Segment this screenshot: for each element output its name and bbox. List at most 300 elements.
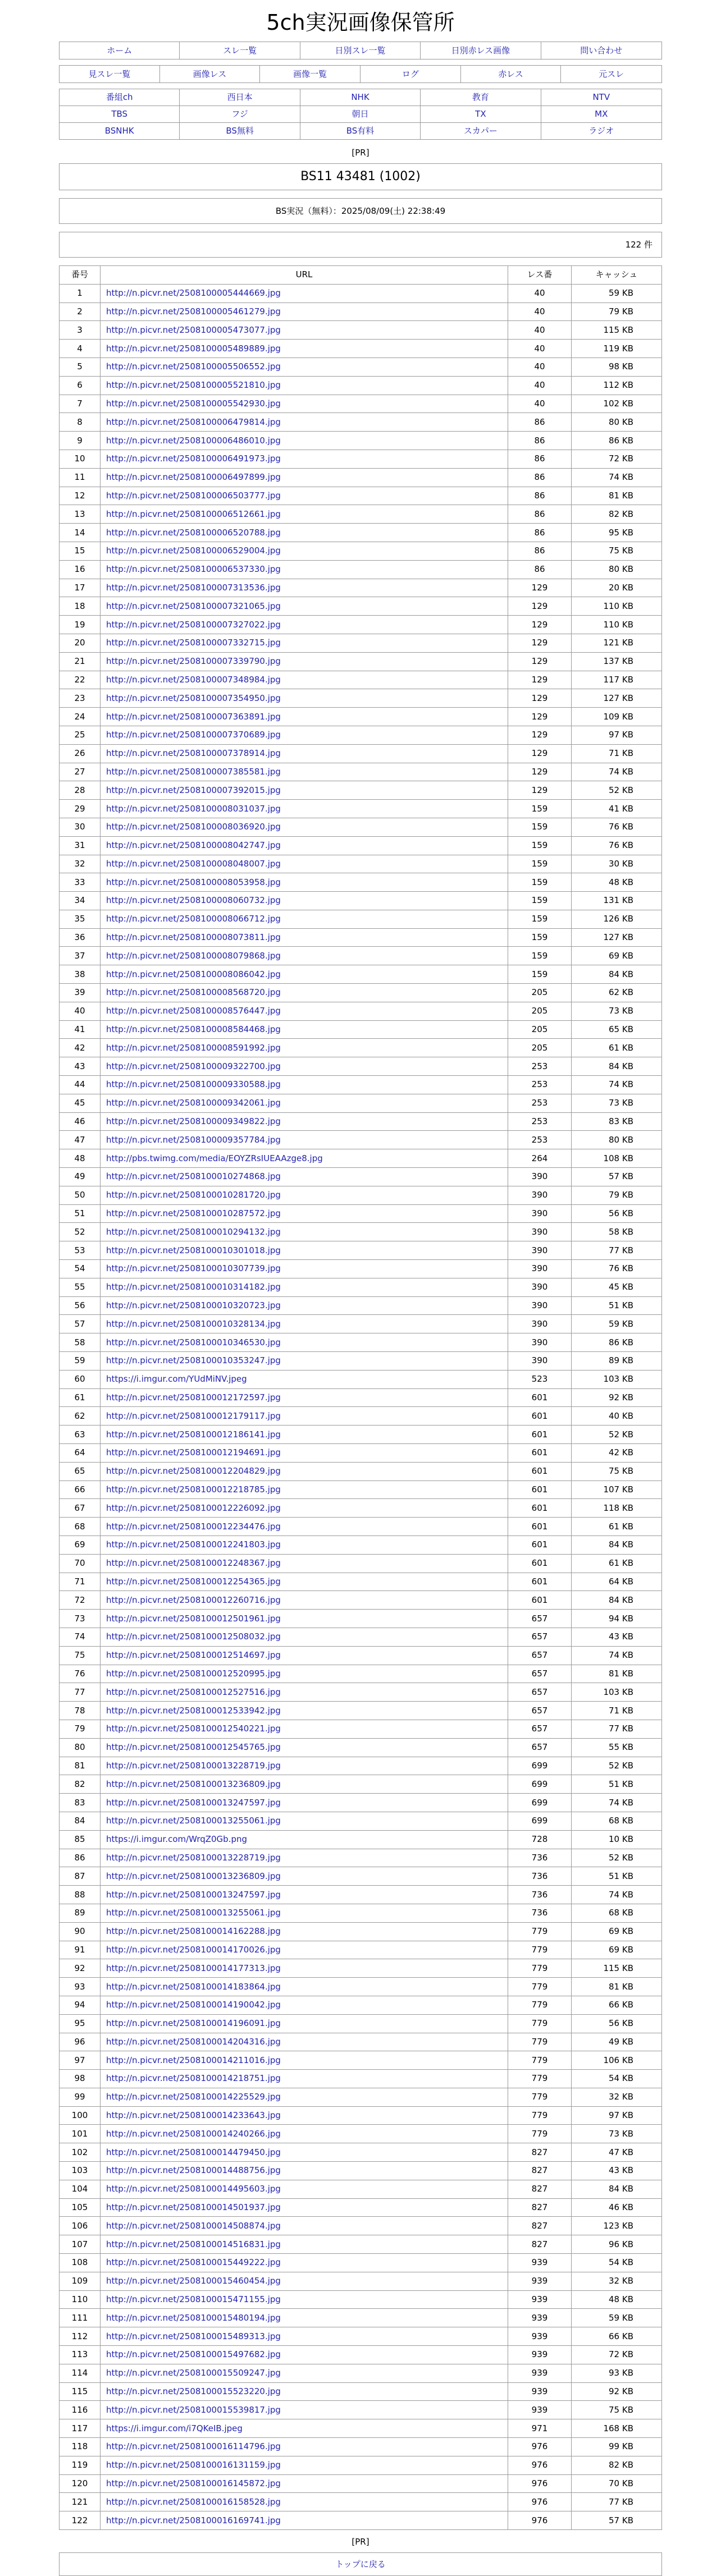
image-url-link[interactable]: http://n.picvr.net/2508100008086042.jpg (106, 969, 281, 979)
image-url-link[interactable]: http://n.picvr.net/2508100010274868.jpg (106, 1171, 281, 1182)
image-url-link[interactable]: http://n.picvr.net/2508100005461279.jpg (106, 306, 281, 317)
image-url-link[interactable]: http://n.picvr.net/2508100014162288.jpg (106, 1926, 281, 1937)
image-url-link[interactable]: http://n.picvr.net/2508100007363891.jpg (106, 711, 281, 722)
table-header-row (60, 266, 662, 285)
row-cache-size: 72 KB (572, 450, 662, 468)
row-number: 55 (60, 1278, 101, 1296)
image-url-link[interactable]: http://n.picvr.net/2508100008053958.jpg (106, 877, 281, 887)
image-url-link[interactable]: http://n.picvr.net/2508100009330588.jpg (106, 1079, 281, 1090)
row-res-number: 601 (508, 1462, 572, 1480)
table-row (60, 1904, 662, 1922)
image-url-link[interactable]: http://n.picvr.net/2508100015460454.jpg (106, 2276, 281, 2286)
image-url-link[interactable]: http://n.picvr.net/2508100012172597.jpg (106, 1392, 281, 1402)
row-url-cell (101, 1683, 508, 1702)
row-url-cell (101, 579, 508, 597)
row-res-number: 601 (508, 1518, 572, 1536)
image-url-link[interactable]: http://n.picvr.net/2508100008079868.jpg (106, 950, 281, 961)
image-url-link[interactable]: http://n.picvr.net/2508100005542930.jpg (106, 398, 281, 409)
row-url-cell (101, 284, 508, 302)
site-title: 5ch実況画像保管所 (266, 10, 455, 35)
row-number: 102 (60, 2143, 101, 2162)
channel-link[interactable]: NTV (541, 89, 661, 106)
row-res-number: 736 (508, 1849, 572, 1867)
row-cache-size: 115 KB (572, 1959, 662, 1978)
nav-red-res[interactable]: 赤レス (461, 66, 562, 82)
row-cache-size: 127 KB (572, 928, 662, 947)
table-row (60, 763, 662, 781)
image-url-link[interactable]: http://n.picvr.net/2508100012508032.jpg (106, 1631, 281, 1642)
image-url-link[interactable]: http://n.picvr.net/2508100012527516.jpg (106, 1686, 281, 1697)
nav-contact[interactable]: 問い合わせ (580, 45, 623, 56)
row-number: 116 (60, 2401, 101, 2419)
back-to-top-box (59, 2552, 662, 2576)
row-cache-size: 119 KB (572, 340, 662, 358)
row-number: 73 (60, 1610, 101, 1628)
row-url-cell (101, 910, 508, 928)
row-number: 110 (60, 2290, 101, 2309)
image-url-link[interactable]: http://n.picvr.net/2508100014218751.jpg (106, 2073, 281, 2084)
channel-link[interactable]: 西日本 (180, 89, 300, 106)
table-row (60, 744, 662, 763)
image-url-link[interactable]: http://n.picvr.net/2508100006529004.jpg (106, 546, 281, 556)
table-row (60, 1020, 662, 1039)
row-cache-size: 168 KB (572, 2419, 662, 2438)
image-url-link[interactable]: http://n.picvr.net/2508100010320723.jpg (106, 1300, 281, 1311)
row-res-number: 40 (508, 376, 572, 395)
row-url-cell (101, 1039, 508, 1057)
row-cache-size: 61 KB (572, 1039, 662, 1057)
row-res-number: 827 (508, 2143, 572, 2162)
row-url-cell (101, 2051, 508, 2070)
row-number: 104 (60, 2180, 101, 2198)
row-cache-size: 84 KB (572, 1057, 662, 1076)
image-url-link[interactable]: http://n.picvr.net/2508100007313536.jpg (106, 582, 281, 593)
row-res-number: 976 (508, 2511, 572, 2530)
image-url-link[interactable]: http://n.picvr.net/2508100012241803.jpg (106, 1539, 281, 1550)
back-to-top-link[interactable]: トップに戻る (335, 2559, 386, 2570)
row-cache-size: 107 KB (572, 1480, 662, 1499)
image-url-link[interactable]: https://i.imgur.com/WrqZ0Gb.png (106, 1834, 248, 1845)
row-res-number: 728 (508, 1830, 572, 1849)
row-url-cell (101, 781, 508, 800)
row-cache-size: 81 KB (572, 1978, 662, 1996)
table-row (60, 413, 662, 432)
image-url-link[interactable]: http://n.picvr.net/2508100007370689.jpg (106, 730, 281, 740)
nav-viewed-threads[interactable]: 見スレ一覧 (60, 66, 160, 82)
row-res-number: 253 (508, 1057, 572, 1076)
row-cache-size: 73 KB (572, 1002, 662, 1020)
image-url-link[interactable]: http://n.picvr.net/2508100008042747.jpg (106, 840, 281, 851)
row-res-number: 736 (508, 1886, 572, 1904)
image-url-link[interactable]: http://n.picvr.net/2508100008036920.jpg (106, 822, 281, 832)
row-number: 108 (60, 2254, 101, 2272)
image-url-link[interactable]: http://n.picvr.net/2508100007321065.jpg (106, 601, 281, 611)
row-res-number: 86 (508, 542, 572, 560)
row-number: 37 (60, 947, 101, 965)
table-row (60, 2217, 662, 2235)
row-res-number: 779 (508, 1978, 572, 1996)
image-url-link[interactable]: http://n.picvr.net/2508100006520788.jpg (106, 527, 281, 538)
image-url-link[interactable]: http://n.picvr.net/2508100009357784.jpg (106, 1134, 281, 1145)
image-url-link[interactable]: http://n.picvr.net/2508100012520995.jpg (106, 1668, 281, 1679)
row-res-number: 390 (508, 1241, 572, 1260)
table-row (60, 2401, 662, 2419)
image-url-link[interactable]: http://n.picvr.net/2508100013255061.jpg (106, 1816, 281, 1826)
table-row (60, 2290, 662, 2309)
row-res-number: 129 (508, 634, 572, 652)
image-url-link[interactable]: http://n.picvr.net/2508100014479450.jpg (106, 2147, 281, 2157)
image-url-link[interactable]: http://n.picvr.net/2508100012204829.jpg (106, 1466, 281, 1477)
channel-link[interactable]: TX (421, 106, 541, 123)
image-url-link[interactable]: https://i.imgur.com/i7QKeIB.jpeg (106, 2423, 243, 2433)
row-res-number: 40 (508, 395, 572, 413)
image-url-link[interactable]: http://pbs.twimg.com/media/EOYZRsIUEAAzge8.jpg (106, 1153, 323, 1163)
image-url-link[interactable]: http://n.picvr.net/2508100014190042.jpg (106, 2000, 281, 2010)
table-row (60, 1867, 662, 1886)
row-number: 66 (60, 1480, 101, 1499)
row-url-cell (101, 432, 508, 450)
image-url-link[interactable]: http://n.picvr.net/2508100007354950.jpg (106, 693, 281, 703)
row-res-number: 129 (508, 708, 572, 726)
row-res-number: 159 (508, 836, 572, 855)
row-url-cell (101, 1646, 508, 1665)
image-url-link[interactable]: http://n.picvr.net/2508100012179117.jpg (106, 1410, 281, 1421)
image-url-link[interactable]: http://n.picvr.net/2508100009322700.jpg (106, 1061, 281, 1071)
row-cache-size: 66 KB (572, 2327, 662, 2346)
image-url-link[interactable]: http://n.picvr.net/2508100010346530.jpg (106, 1337, 281, 1347)
table-row (60, 2511, 662, 2530)
image-url-link[interactable]: http://n.picvr.net/2508100010294132.jpg (106, 1226, 281, 1237)
image-url-link[interactable]: http://n.picvr.net/2508100012234476.jpg (106, 1521, 281, 1532)
image-url-link[interactable]: http://n.picvr.net/2508100014495603.jpg (106, 2184, 281, 2194)
table-row (60, 2456, 662, 2474)
image-url-link[interactable]: http://n.picvr.net/2508100006503777.jpg (106, 490, 281, 501)
row-cache-size: 94 KB (572, 1610, 662, 1628)
row-url-cell (101, 2143, 508, 2162)
channel-link[interactable]: ラジオ (588, 126, 614, 136)
channel-link[interactable]: 朝日 (300, 106, 421, 123)
row-res-number: 939 (508, 2309, 572, 2327)
image-url-link[interactable]: http://n.picvr.net/2508100005444669.jpg (106, 288, 281, 299)
image-url-link[interactable]: http://n.picvr.net/2508100012514697.jpg (106, 1650, 281, 1661)
image-url-link[interactable]: http://n.picvr.net/2508100014516831.jpg (106, 2239, 281, 2249)
table-row (60, 1076, 662, 1094)
table-row (60, 1296, 662, 1315)
row-url-cell (101, 800, 508, 818)
row-res-number: 657 (508, 1610, 572, 1628)
row-cache-size: 84 KB (572, 1591, 662, 1610)
row-number: 111 (60, 2309, 101, 2327)
row-number: 44 (60, 1076, 101, 1094)
row-cache-size: 62 KB (572, 984, 662, 1002)
image-url-link[interactable]: http://n.picvr.net/2508100013228719.jpg (106, 1760, 281, 1771)
row-url-cell (101, 2456, 508, 2474)
image-url-link[interactable]: http://n.picvr.net/2508100008048007.jpg (106, 858, 281, 869)
image-url-link[interactable]: http://n.picvr.net/2508100012248367.jpg (106, 1558, 281, 1569)
image-url-link[interactable]: http://n.picvr.net/2508100016169741.jpg (106, 2515, 281, 2525)
table-row (60, 1260, 662, 1278)
table-row (60, 2438, 662, 2456)
row-cache-size: 57 KB (572, 2511, 662, 2530)
table-row (60, 1002, 662, 1020)
image-url-link[interactable]: http://n.picvr.net/2508100008576447.jpg (106, 1006, 281, 1016)
image-url-link[interactable]: http://n.picvr.net/2508100006491973.jpg (106, 453, 281, 464)
image-url-link[interactable]: http://n.picvr.net/2508100013255061.jpg (106, 1908, 281, 1918)
image-url-link[interactable]: http://n.picvr.net/2508100008584468.jpg (106, 1024, 281, 1035)
image-url-link[interactable]: http://n.picvr.net/2508100010281720.jpg (106, 1190, 281, 1200)
channel-link[interactable]: スカパー (421, 123, 541, 139)
row-url-cell (101, 689, 508, 708)
row-res-number: 971 (508, 2419, 572, 2438)
row-number: 79 (60, 1720, 101, 1738)
row-url-cell (101, 450, 508, 468)
image-url-link[interactable]: http://n.picvr.net/2508100013247597.jpg (106, 1797, 281, 1808)
nav-image-list[interactable]: 画像一覧 (260, 66, 360, 82)
table-row (60, 1535, 662, 1554)
image-url-link[interactable]: http://n.picvr.net/2508100014177313.jpg (106, 1963, 281, 1973)
channel-link[interactable]: 番組ch (60, 89, 180, 106)
row-number: 100 (60, 2106, 101, 2125)
image-url-link[interactable]: http://n.picvr.net/2508100015497682.jpg (106, 2349, 281, 2360)
image-url-link[interactable]: http://n.picvr.net/2508100007378914.jpg (106, 748, 281, 759)
image-url-link[interactable]: http://n.picvr.net/2508100014183864.jpg (106, 1981, 281, 1992)
image-url-link[interactable]: http://n.picvr.net/2508100014204316.jpg (106, 2036, 281, 2047)
row-cache-size: 73 KB (572, 2125, 662, 2143)
image-url-link[interactable]: http://n.picvr.net/2508100008568720.jpg (106, 987, 281, 998)
table-row (60, 965, 662, 984)
row-number: 67 (60, 1499, 101, 1518)
image-url-link[interactable]: http://n.picvr.net/2508100013236809.jpg (106, 1779, 281, 1789)
image-url-link[interactable]: http://n.picvr.net/2508100013247597.jpg (106, 1889, 281, 1900)
image-url-link[interactable]: http://n.picvr.net/2508100008073811.jpg (106, 932, 281, 943)
image-url-link[interactable]: http://n.picvr.net/2508100008591992.jpg (106, 1042, 281, 1053)
table-row (60, 1425, 662, 1444)
image-url-link[interactable]: http://n.picvr.net/2508100008066712.jpg (106, 914, 281, 924)
row-url-cell (101, 2254, 508, 2272)
row-res-number: 159 (508, 818, 572, 836)
channel-link[interactable]: BSNHK (60, 123, 180, 139)
row-res-number: 779 (508, 2033, 572, 2051)
row-cache-size: 73 KB (572, 1094, 662, 1112)
table-row (60, 1573, 662, 1591)
nav-log[interactable]: ログ (360, 66, 461, 82)
image-url-link[interactable]: http://n.picvr.net/2508100010301018.jpg (106, 1245, 281, 1255)
image-url-link[interactable]: http://n.picvr.net/2508100005489889.jpg (106, 343, 281, 354)
table-row (60, 284, 662, 302)
image-url-link[interactable]: http://n.picvr.net/2508100014196091.jpg (106, 2018, 281, 2029)
row-number: 49 (60, 1168, 101, 1186)
row-url-cell (101, 1388, 508, 1407)
image-url-link[interactable]: http://n.picvr.net/2508100014225529.jpg (106, 2092, 281, 2102)
row-url-cell (101, 1849, 508, 1867)
image-url-link[interactable]: http://n.picvr.net/2508100012533942.jpg (106, 1705, 281, 1716)
image-url-link[interactable]: http://n.picvr.net/2508100009342061.jpg (106, 1098, 281, 1108)
image-url-link[interactable]: http://n.picvr.net/2508100007327022.jpg (106, 619, 281, 630)
table-row (60, 1610, 662, 1628)
image-url-link[interactable]: http://n.picvr.net/2508100014240266.jpg (106, 2128, 281, 2139)
image-url-link[interactable]: http://n.picvr.net/2508100016114796.jpg (106, 2441, 281, 2452)
row-cache-size: 10 KB (572, 1830, 662, 1849)
image-url-link[interactable]: http://n.picvr.net/2508100012226092.jpg (106, 1502, 281, 1513)
row-res-number: 939 (508, 2346, 572, 2364)
table-row (60, 1775, 662, 1794)
row-cache-size: 86 KB (572, 1333, 662, 1352)
image-url-link[interactable]: http://n.picvr.net/2508100014501937.jpg (106, 2202, 281, 2213)
row-res-number: 736 (508, 1867, 572, 1886)
nav-image-res[interactable]: 画像レス (160, 66, 261, 82)
row-number: 96 (60, 2033, 101, 2051)
channel-link[interactable]: NHK (300, 89, 421, 106)
table-row (60, 1407, 662, 1425)
image-url-link[interactable]: http://n.picvr.net/2508100012540221.jpg (106, 1724, 281, 1734)
row-cache-size: 80 KB (572, 560, 662, 579)
image-url-link[interactable]: http://n.picvr.net/2508100012501961.jpg (106, 1613, 281, 1624)
image-url-link[interactable]: http://n.picvr.net/2508100006512661.jpg (106, 508, 281, 519)
table-row (60, 1352, 662, 1370)
nav-daily-red-images[interactable]: 日別赤レス画像 (421, 42, 541, 59)
image-url-link[interactable]: http://n.picvr.net/2508100012260716.jpg (106, 1594, 281, 1605)
image-url-link[interactable]: http://n.picvr.net/2508100015539817.jpg (106, 2404, 281, 2415)
row-url-cell (101, 2474, 508, 2493)
image-url-link[interactable]: http://n.picvr.net/2508100012186141.jpg (106, 1429, 281, 1440)
row-res-number: 129 (508, 726, 572, 744)
row-res-number: 253 (508, 1131, 572, 1149)
row-cache-size: 108 KB (572, 1149, 662, 1168)
table-row (60, 910, 662, 928)
image-url-link[interactable]: http://n.picvr.net/2508100010328134.jpg (106, 1318, 281, 1329)
channel-link[interactable]: BS有料 (300, 123, 421, 139)
image-url-link[interactable]: http://n.picvr.net/2508100010307739.jpg (106, 1263, 281, 1274)
image-url-link[interactable]: http://n.picvr.net/2508100016131159.jpg (106, 2460, 281, 2470)
row-number: 8 (60, 413, 101, 432)
row-res-number: 129 (508, 597, 572, 616)
row-url-cell (101, 2346, 508, 2364)
image-url-link[interactable]: http://n.picvr.net/2508100010314182.jpg (106, 1282, 281, 1292)
image-url-link[interactable]: http://n.picvr.net/2508100014170026.jpg (106, 1944, 281, 1955)
channel-link[interactable]: 教育 (421, 89, 541, 106)
image-url-link[interactable]: http://n.picvr.net/2508100015489313.jpg (106, 2331, 281, 2341)
image-url-link[interactable]: http://n.picvr.net/2508100012545765.jpg (106, 1742, 281, 1753)
row-cache-size: 30 KB (572, 855, 662, 873)
image-url-link[interactable]: http://n.picvr.net/2508100010353247.jpg (106, 1355, 281, 1366)
row-number: 10 (60, 450, 101, 468)
row-cache-size: 52 KB (572, 1425, 662, 1444)
channel-link[interactable]: TBS (60, 106, 180, 123)
image-url-link[interactable]: http://n.picvr.net/2508100014488756.jpg (106, 2165, 281, 2176)
image-url-link[interactable]: http://n.picvr.net/2508100013228719.jpg (106, 1852, 281, 1863)
row-url-cell (101, 836, 508, 855)
channel-link[interactable]: フジ (180, 106, 300, 123)
image-url-link[interactable]: http://n.picvr.net/2508100015449222.jpg (106, 2257, 281, 2268)
image-url-link[interactable]: http://n.picvr.net/2508100016145872.jpg (106, 2478, 281, 2489)
row-url-cell (101, 1794, 508, 1812)
image-url-link[interactable]: http://n.picvr.net/2508100006486010.jpg (106, 435, 281, 446)
row-cache-size: 32 KB (572, 2088, 662, 2106)
image-url-link[interactable]: http://n.picvr.net/2508100014233643.jpg (106, 2110, 281, 2121)
row-res-number: 779 (508, 1922, 572, 1941)
image-url-link[interactable]: http://n.picvr.net/2508100015471155.jpg (106, 2294, 281, 2305)
row-res-number: 827 (508, 2180, 572, 2198)
image-url-link[interactable]: https://i.imgur.com/YUdMiNV.jpeg (106, 1374, 247, 1385)
table-row (60, 1720, 662, 1738)
row-number: 90 (60, 1922, 101, 1941)
row-res-number: 976 (508, 2493, 572, 2511)
row-cache-size: 71 KB (572, 744, 662, 763)
row-cache-size: 40 KB (572, 1407, 662, 1425)
row-url-cell (101, 2419, 508, 2438)
row-url-cell (101, 1186, 508, 1204)
row-cache-size: 96 KB (572, 2235, 662, 2254)
image-url-link[interactable]: http://n.picvr.net/2508100005521810.jpg (106, 380, 281, 391)
row-cache-size: 131 KB (572, 892, 662, 910)
row-url-cell (101, 2198, 508, 2217)
image-url-link[interactable]: http://n.picvr.net/2508100006537330.jpg (106, 564, 281, 575)
row-number: 35 (60, 910, 101, 928)
row-cache-size: 71 KB (572, 1702, 662, 1720)
row-number: 68 (60, 1518, 101, 1536)
row-cache-size: 66 KB (572, 1996, 662, 2014)
image-url-link[interactable]: http://n.picvr.net/2508100007392015.jpg (106, 785, 281, 795)
thread-info: BS実況（無料）：2025/08/09(土) 22:38:49 (59, 198, 662, 224)
row-res-number: 939 (508, 2272, 572, 2290)
nav-home[interactable]: ホーム (60, 42, 180, 59)
row-url-cell (101, 487, 508, 505)
image-url-link[interactable]: http://n.picvr.net/2508100008031037.jpg (106, 803, 281, 814)
image-url-link[interactable]: http://n.picvr.net/2508100012194691.jpg (106, 1447, 281, 1458)
image-url-link[interactable]: http://n.picvr.net/2508100007348984.jpg (106, 674, 281, 685)
image-url-link[interactable]: http://n.picvr.net/2508100016158528.jpg (106, 2496, 281, 2507)
image-url-link[interactable]: http://n.picvr.net/2508100005473077.jpg (106, 324, 281, 335)
row-number: 29 (60, 800, 101, 818)
image-url-link[interactable]: http://n.picvr.net/2508100005506552.jpg (106, 361, 281, 372)
nav-original-thread[interactable]: 元スレ (599, 69, 624, 79)
row-res-number: 129 (508, 579, 572, 597)
row-cache-size: 68 KB (572, 1812, 662, 1830)
row-cache-size: 59 KB (572, 1315, 662, 1333)
image-url-link[interactable]: http://n.picvr.net/2508100014508874.jpg (106, 2220, 281, 2231)
table-row (60, 2474, 662, 2493)
row-number: 42 (60, 1039, 101, 1057)
nav-thread-list[interactable]: スレ一覧 (180, 42, 300, 59)
row-number: 82 (60, 1775, 101, 1794)
image-url-link[interactable]: http://n.picvr.net/2508100007339790.jpg (106, 656, 281, 667)
row-url-cell (101, 1352, 508, 1370)
image-url-link[interactable]: http://n.picvr.net/2508100007385581.jpg (106, 766, 281, 777)
image-url-link[interactable]: http://n.picvr.net/2508100013236809.jpg (106, 1871, 281, 1881)
row-res-number: 699 (508, 1812, 572, 1830)
image-url-link[interactable]: http://n.picvr.net/2508100015523220.jpg (106, 2386, 281, 2397)
row-cache-size: 64 KB (572, 1573, 662, 1591)
image-url-link[interactable]: http://n.picvr.net/2508100012218785.jpg (106, 1484, 281, 1495)
image-url-link[interactable]: http://n.picvr.net/2508100007332715.jpg (106, 638, 281, 648)
image-url-link[interactable]: http://n.picvr.net/2508100014211016.jpg (106, 2055, 281, 2065)
row-cache-size: 84 KB (572, 965, 662, 984)
image-url-link[interactable]: http://n.picvr.net/2508100015480194.jpg (106, 2312, 281, 2323)
image-url-link[interactable]: http://n.picvr.net/2508100006497899.jpg (106, 472, 281, 483)
image-url-link[interactable]: http://n.picvr.net/2508100006479814.jpg (106, 416, 281, 427)
image-url-link[interactable]: http://n.picvr.net/2508100015509247.jpg (106, 2368, 281, 2378)
image-url-link[interactable]: http://n.picvr.net/2508100010287572.jpg (106, 1208, 281, 1219)
header-url: URL (101, 266, 508, 285)
channel-link[interactable]: BS無料 (180, 123, 300, 139)
nav-daily-thread-list[interactable]: 日別スレ一覧 (300, 42, 421, 59)
channel-link[interactable]: MX (541, 106, 661, 123)
table-row (60, 1223, 662, 1241)
image-url-link[interactable]: http://n.picvr.net/2508100012254365.jpg (106, 1576, 281, 1587)
image-url-link[interactable]: http://n.picvr.net/2508100008060732.jpg (106, 895, 281, 906)
image-url-link[interactable]: http://n.picvr.net/2508100009349822.jpg (106, 1116, 281, 1127)
row-url-cell (101, 1333, 508, 1352)
